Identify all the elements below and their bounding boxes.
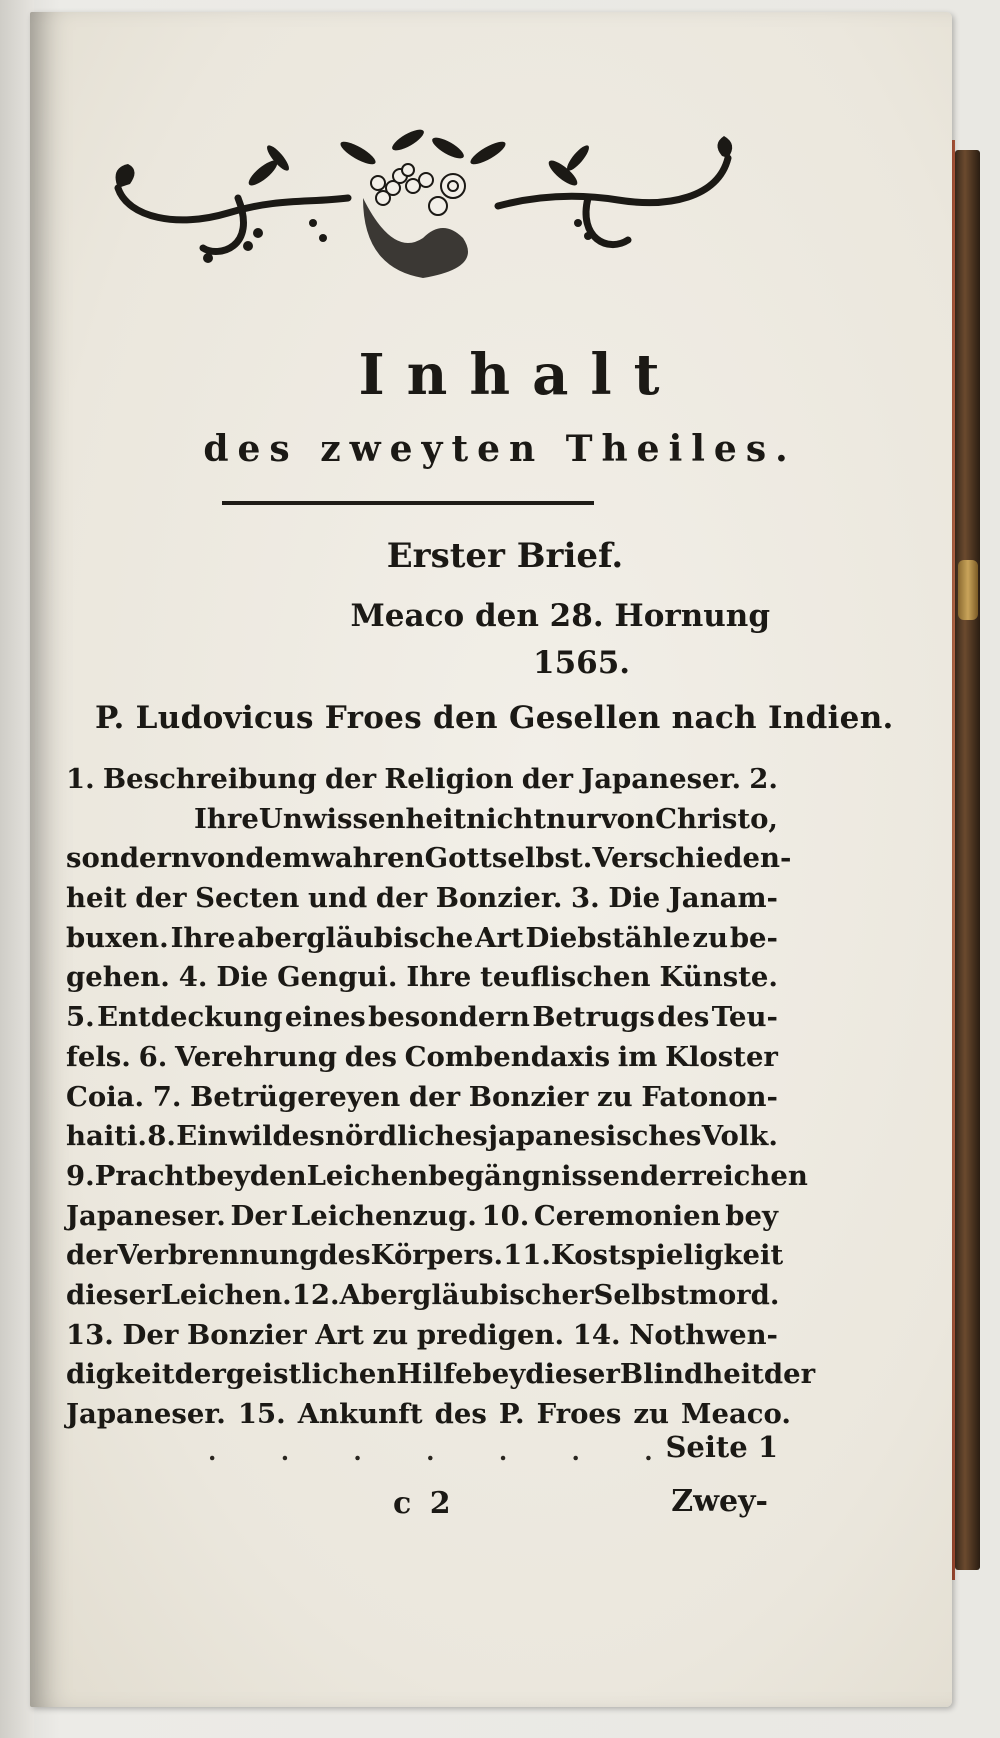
page-title: Inhalt: [358, 342, 682, 408]
place-date: Meaco den 28. Hornung: [350, 598, 770, 634]
summary-line: haiti. 8. Ein wildes nördliches japanesisches Volk.: [66, 1120, 778, 1153]
summary-line: Japaneser. Der Leichenzug. 10. Ceremonien bey: [66, 1199, 778, 1232]
summary-line: Coia. 7. Betrügereyen der Bonzier zu Fatonon-: [66, 1080, 778, 1113]
divider-rule: [222, 501, 594, 505]
year: 1565.: [533, 645, 631, 681]
summary-line: der Verbrennung des Körpers. 11. Kostspieligkeit: [66, 1239, 784, 1272]
addressee-line: P. Ludovicus Froes den Gesellen nach Indien.: [95, 700, 894, 736]
summary-line: sondern von dem wahren Gott selbst. Verschieden-: [66, 842, 792, 875]
summary-line: 9. Pracht bey den Leichenbegängnissen der reichen: [66, 1159, 808, 1192]
printer-signature: c 2: [393, 1486, 455, 1521]
summary-line: digkeit der geistlichen Hilfe bey dieser Blindheit der: [66, 1358, 816, 1391]
summary-line: fels. 6. Verehrung des Combendaxis im Kloster: [66, 1040, 778, 1073]
page-subtitle: des zweyten Theiles.: [203, 428, 797, 470]
summary-line: 13. Der Bonzier Art zu predigen. 14. Nothwen-: [66, 1318, 778, 1351]
adjacent-page-edge: [0, 0, 34, 1738]
leader-dots: . . . . . . .: [208, 1437, 681, 1466]
summary-line: 5. Entdeckung eines besondern Betrugs des Teu-: [66, 1001, 778, 1034]
letter-heading: Erster Brief.: [386, 536, 624, 576]
floral-ornament-icon: [108, 128, 738, 288]
summary-line: gehen. 4. Die Gengui. Ihre teuflischen Künste.: [66, 961, 778, 994]
summary-line: Ihre Unwissenheit nicht nur von Christo,: [194, 802, 778, 835]
summary-line: buxen. Ihre abergläubische Art Diebstähle zu be-: [66, 921, 778, 954]
summary-line: heit der Secten und der Bonzier. 3. Die Janam-: [66, 882, 778, 915]
contents-summary: [66, 760, 816, 1435]
summary-line: dieser Leichen. 12. Abergläubischer Selbstmord.: [66, 1278, 780, 1311]
summary-line: Japaneser. 15. Ankunft des P. Froes zu Meaco.: [66, 1398, 791, 1430]
catchword: Zwey-: [671, 1484, 768, 1519]
summary-line: 1. Beschreibung der Religion der Japaneser. 2.: [66, 763, 778, 795]
page-reference: Seite 1: [665, 1430, 778, 1464]
